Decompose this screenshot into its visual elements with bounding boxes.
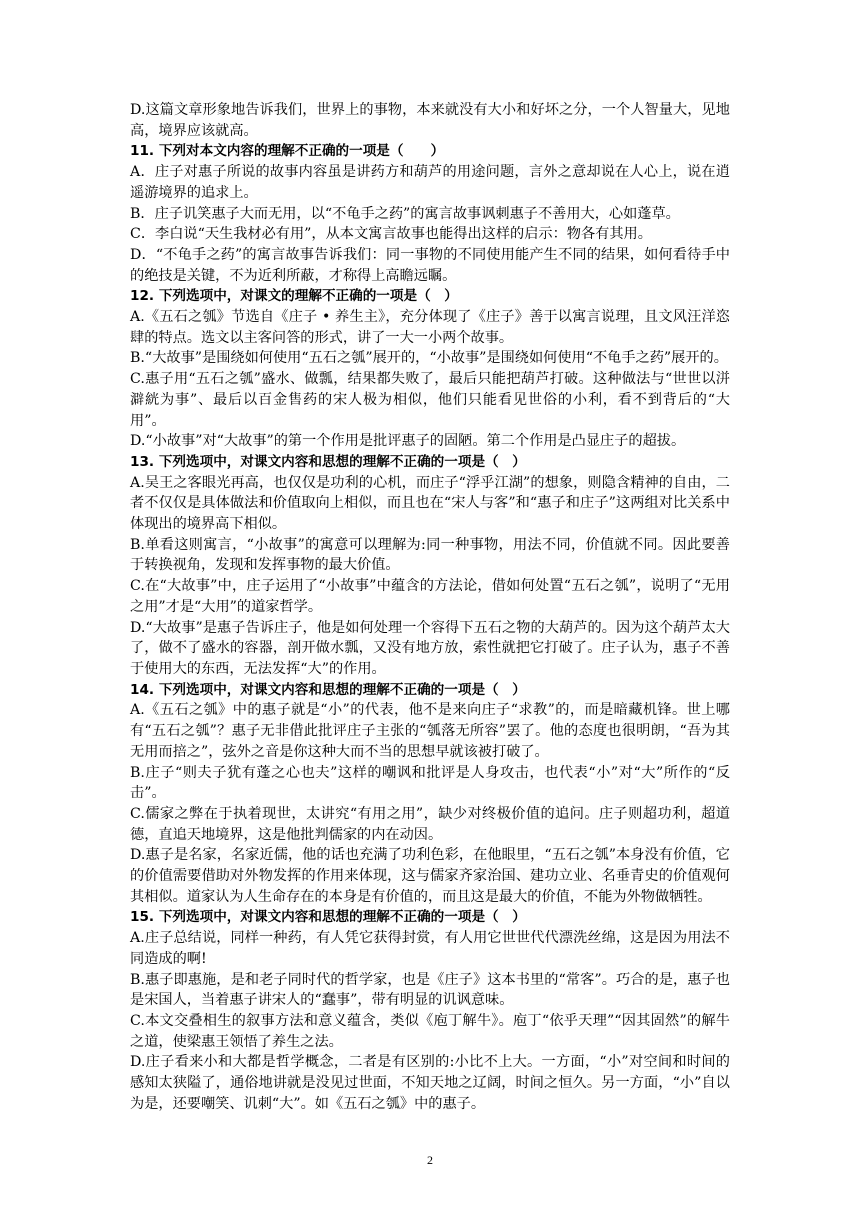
answer-option: B.“大故事”是围绕如何使用“五石之瓠”展开的，“小故事”是围绕如何使用“不龟手之药”展开的。: [130, 350, 728, 367]
answer-option: D.这篇文章形象地告诉我们，世界上的事物，本来就没有大小和好坏之分，一个人智量大，见地高，境界应该就高。: [130, 102, 730, 139]
question-heading: 13. 下列选项中，对课文内容和思想的理解不正确的一项是（ ）: [130, 453, 526, 470]
answer-option: A.吴王之客眼光再高，也仅仅是功利的心机，而庄子“浮乎江湖”的想象，则隐含精神的自由，二者不仅仅是具体做法和价值取向上相似，而且也在“宋人与客”和“惠子和庄子”这两组对比关系中体现出的境界高下相似。: [130, 474, 730, 533]
question-heading: 14. 下列选项中，对课文内容和思想的理解不正确的一项是（ ）: [130, 681, 526, 698]
answer-option: A．庄子对惠子所说的故事内容虽是讲药方和葫芦的用途问题，言外之意却说在人心上，说在逍遥游境界的追求上。: [130, 164, 730, 201]
question-heading: 11. 下列对本文内容的理解不正确的一项是（ ）: [130, 143, 445, 160]
answer-option: B.庄子“则夫子犹有蓬之心也夫”这样的嘲讽和批评是人身攻击，也代表“小”对“大”所作的“反击”。: [130, 764, 730, 802]
answer-option: C．李白说“天生我材必有用”，从本文寓言故事也能得出这样的启示：物各有其用。: [130, 226, 652, 243]
answer-option: C.惠子用“五石之瓠”盛水、做瓢，结果都失败了，最后只能把葫芦打破。这种做法与“世世以洴澼絖为事”、最后以百金售药的宋人极为相似，他们只能看见世俗的小利，看不到背后的“大用”。: [130, 371, 730, 429]
answer-option: A.庄子总结说，同样一种药，有人凭它获得封赏，有人用它世世代代漂洗丝绵，这是因为用法不同造成的啊!: [130, 930, 730, 967]
question-heading: 12. 下列选项中，对课文的理解不正确的一项是（ ）: [130, 288, 458, 305]
answer-option: B.惠子即惠施，是和老子同时代的哲学家，也是《庄子》这本书里的“常客”。巧合的是，惠子也是宋国人，当着惠子讲宋人的“蠢事”，带有明显的讥讽意味。: [130, 971, 730, 1009]
answer-option: D.“小故事”对“大故事”的第一个作用是批评惠子的固陋。第二个作用是凸显庄子的超拔。: [130, 433, 686, 450]
answer-option: B.单看这则寓言，“小故事”的寓意可以理解为:同一种事物，用法不同，价值就不同。因此要善于转换视角，发现和发挥事物的最大价值。: [130, 536, 730, 574]
answer-option: A.《五石之瓠》中的惠子就是“小”的代表，他不是来向庄子“求教”的，而是暗藏机锋。世上哪有“五石之瓠”？惠子无非借此批评庄子主张的“瓠落无所容”罢了。他的态度也很明朗，“吾为其无用而掊之”，弦外之音是你这种大而不当的思想早就该被打破了。: [130, 702, 730, 760]
answer-option: D.惠子是名家，名家近儒，他的话也充满了功利色彩，在他眼里，“五石之瓠”本身没有价值，它的价值需要借助对外物发挥的作用来体现，这与儒家齐家治国、建功立业、名垂青史的价值观何其相似。道家认为人生命存在的本身是有价值的，而且这是最大的价值，不能为外物做牺牲。: [130, 847, 730, 905]
answer-option: D.庄子看来小和大都是哲学概念，二者是有区别的:小比不上大。一方面，“小”对空间和时间的感知太狭隘了，通俗地讲就是没见过世面，不知天地之辽阔，时间之恒久。另一方面，“小”自以为是，还要嘲笑、讥刺“大”。如《五石之瓠》中的惠子。: [130, 1054, 730, 1112]
answer-option: A.《五石之瓠》节选自《庄子 • 养生主》，充分体现了《庄子》善于以寓言说理，且文风汪洋恣肆的特点。选文以主客问答的形式，讲了一大一小两个故事。: [130, 309, 730, 346]
answer-option: C.儒家之弊在于执着现世，太讲究“有用之用”，缺少对终极价值的追问。庄子则超功利，超道德，直追天地境界，这是他批判儒家的内在动因。: [130, 805, 730, 843]
document-body: [130, 100, 730, 1114]
answer-option: C.在“大故事”中，庄子运用了“小故事”中蕴含的方法论，借如何处置“五石之瓠”，说明了“无用之用”才是“大用”的道家哲学。: [130, 578, 730, 615]
answer-option: C.本文交叠相生的叙事方法和意义蕴含，类似《庖丁解牛》。庖丁“依乎天理”“因其固然”的解牛之道，使梁惠王领悟了养生之法。: [130, 1012, 730, 1050]
answer-option: D．“不龟手之药”的寓言故事告诉我们：同一事物的不同使用能产生不同的结果，如何看待手中的绝技是关键，不为近利所蔽，才称得上高瞻远瞩。: [130, 246, 730, 284]
question-heading: 15. 下列选项中，对课文内容和思想的理解不正确的一项是（ ）: [130, 909, 526, 926]
answer-option: B．庄子讥笑惠子大而无用，以“不龟手之药”的寓言故事讽刺惠子不善用大，心如蓬草。: [130, 205, 680, 222]
page-number: 2: [427, 1153, 433, 1167]
answer-option: D.“大故事”是惠子告诉庄子，他是如何处理一个容得下五石之物的大葫芦的。因为这个葫芦太大了，做不了盛水的容器，剖开做水瓢，又没有地方放，索性就把它打破了。庄子认为，惠子不善于使用大的东西，无法发挥“大”的作用。: [130, 619, 730, 677]
